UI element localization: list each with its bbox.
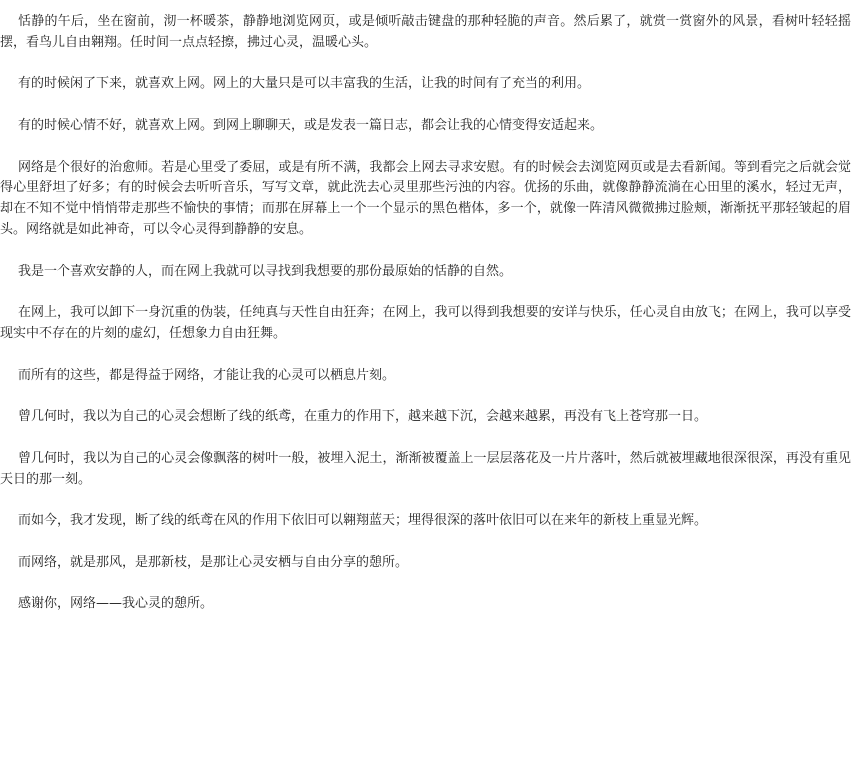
paragraph-6: 在网上，我可以卸下一身沉重的伪装，任纯真与天性自由狂奔；在网上，我可以得到我想要的安详与快乐，任心灵自由放飞；在网上，我可以享受现实中不存在的片刻的虚幻，任想象力自由狂舞。 [0,305,851,341]
paragraph-1: 恬静的午后，坐在窗前，沏一杯暖茶，静静地浏览网页，或是倾听敲击键盘的那种轻脆的声音。然后累了，就赏一赏窗外的风景，看树叶轻轻摇摆，看鸟儿自由翱翔。任时间一点点轻擦，拂过心灵，温暖心头。 [0,14,851,50]
paragraph-12: 感谢你，网络——我心灵的憩所。 [18,596,214,612]
paragraph-2: 有的时候闲了下来，就喜欢上网。网上的大量只是可以丰富我的生活，让我的时间有了充当的利用。 [18,76,591,92]
paragraph-3: 有的时候心情不好，就喜欢上网。到网上聊聊天，或是发表一篇日志，都会让我的心情变得安适起来。 [18,117,604,133]
paragraph-8: 曾几何时，我以为自己的心灵会想断了线的纸鸢，在重力的作用下，越来越下沉，会越来越累，再没有飞上苍穹那一日。 [18,409,708,425]
paragraph-11: 而网络，就是那风，是那新枝，是那让心灵安栖与自由分享的憩所。 [18,554,409,570]
paragraph-10: 而如今，我才发现，断了线的纸鸢在风的作用下依旧可以翱翔蓝天；埋得很深的落叶依旧可以在来年的新枝上重显光辉。 [18,513,708,529]
paragraph-9: 曾几何时，我以为自己的心灵会像飘落的树叶一般，被埋入泥土，渐渐被覆盖上一层层落花及一片片落叶，然后就被埋藏地很深很深，再没有重见天日的那一刻。 [0,450,851,487]
paragraph-7: 而所有的这些，都是得益于网络，才能让我的心灵可以栖息片刻。 [18,367,396,383]
paragraph-5: 我是一个喜欢安静的人，而在网上我就可以寻找到我想要的那份最原始的恬静的自然。 [18,263,513,279]
paragraph-4: 网络是个很好的治愈师。若是心里受了委屈，或是有所不满，我都会上网去寻求安慰。有的时候会去浏览网页或是去看新闻。等到看完之后就会觉得心里舒坦了好多；有的时候会去听听音乐，写写文章，就此洗去心灵里那些污浊的内容。优扬的乐曲，就像静静流淌在心田里的溪水，轻过无声，却在不知不觉中悄悄带走那些不愉快的事情；而那在屏幕上一个一个显示的黑色楷体，多一个，就像一阵清风微微拂过脸颊，渐渐抚平那轻皱起的眉头。网络就是如此神奇，可以令心灵得到静静的安息。 [0,159,851,237]
